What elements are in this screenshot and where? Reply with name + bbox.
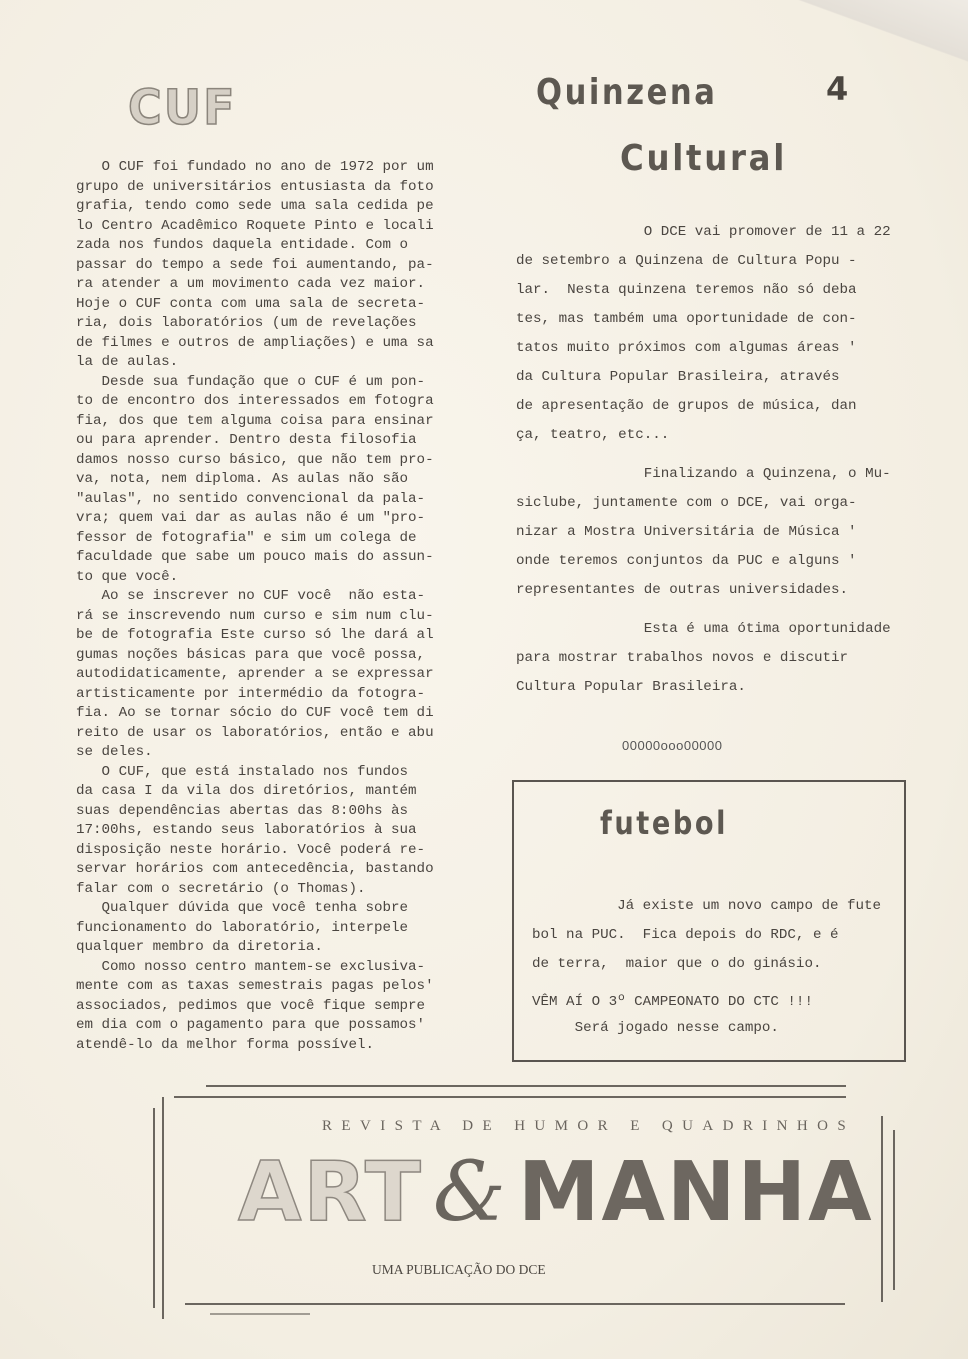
text-line: Hoje o CUF conta com uma sala de secreta- [76,295,426,312]
paragraph [516,218,916,450]
text-line: faculdade que sabe um pouco mais do assun- [76,549,434,565]
text-line: la de aulas. [76,354,179,370]
text-line: fessor de fotografia" e sim um colega de [76,529,417,546]
text-line: O CUF foi fundado no ano de 1972 por um [76,159,434,175]
text-line: grafia, tendo como sede uma sala cedida pe [76,198,434,214]
text-line: damos nosso curso básico, que não tem pro- [76,451,434,468]
text-line: representantes de outras universidades. [516,582,849,598]
text-line: passar do tempo a sede foi aumentando, pa- [76,256,434,273]
paragraph [516,460,916,605]
text-line: se deles. [76,744,153,760]
cultural-heading: Cultural [620,138,788,179]
text-line: tes, mas também uma oportunidade de con- [516,311,857,327]
advert-tagline: REVISTA DE HUMOR E QUADRINHOS [322,1118,856,1134]
cuf-article [76,158,488,1055]
divider [162,1097,164,1319]
text-line: Como nosso centro mantem-se exclusiva- [76,958,426,975]
text-line: O CUF, que está instalado nos fundos [76,763,409,780]
text-line: rá se inscrevendo num curso e sim num clu- [76,607,434,624]
text-line: gumas noções básicas para que você possa, [76,646,426,663]
text-line: de filmes e outros de ampliações) e uma sa [76,334,434,351]
quinzena-article [516,218,916,712]
text-line: O DCE vai promover de 11 a 22 [516,224,891,240]
text-line: 17:00hs, estando seus laboratórios à sua [76,822,417,838]
divider [210,1313,310,1315]
advert-title-art: ART [238,1145,423,1240]
text-line: ou para aprender. Dentro desta filosofia [76,432,417,448]
divider [206,1085,846,1087]
paragraph [76,587,488,763]
text-line: suas dependências abertas das 8:00hs às [76,802,409,819]
text-line: Cultura Popular Brasileira. [516,679,746,695]
text-line: fia. Ao se tornar sócio do CUF você tem di [76,705,434,721]
text-line: onde teremos conjuntos da PUC e alguns ' [516,553,857,569]
text-line: reito de usar os laboratórios, então e abu [76,724,434,741]
futebol-article [532,892,902,1041]
text-line: Qualquer dúvida que você tenha sobre [76,900,409,916]
text-line: lo Centro Acadêmico Roquete Pinto e locali [76,217,434,234]
text-line: Esta é uma ótima oportunidade [516,621,891,637]
section-separator: 00000ooo00000 [622,738,723,753]
text-line: qualquer membro da diretoria. [76,939,323,955]
text-line: atendê-lo da melhor forma possível. [76,1036,374,1053]
paragraph [76,158,488,373]
futebol-announcement-sub: Será jogado nesse campo. [532,1020,779,1036]
text-line: vra; quem vai dar as aulas não é um "pro- [76,510,426,526]
paragraph [76,958,488,1056]
futebol-heading: futebol [600,804,728,842]
advert-subtitle: UMA PUBLICAÇÃO DO DCE [372,1262,546,1277]
paragraph [76,763,488,900]
advert-title-manha: MANHA [517,1145,874,1240]
text-line: falar com o secretário (o Thomas). [76,880,366,897]
text-line: da Cultura Popular Brasileira, através [516,369,840,385]
folded-corner [778,0,968,66]
futebol-announcement: VÊM AÍ O 3º CAMPEONATO DO CTC !!! [532,994,813,1010]
divider [153,1108,155,1308]
text-line: nizar a Mostra Universitária de Música ' [516,524,857,540]
text-line: lar. Nesta quinzena teremos não só deba [516,282,857,298]
futebol-line: Já existe um novo campo de fute [532,898,882,914]
page-number: 4 [826,70,849,108]
text-line: Ao se inscrever no CUF você não esta- [76,588,426,604]
text-line: associados, pedimos que você fique sempre [76,997,426,1014]
text-line: to que você. [76,568,179,585]
text-line: fia, dos que tem alguma coisa para ensinar [76,412,434,429]
divider [174,1096,846,1098]
text-line: autodidaticamente, aprender a se expressar [76,666,434,682]
text-line: para mostrar trabalhos novos e discutir [516,650,849,666]
text-line: Desde sua fundação que o CUF é um pon- [76,373,426,390]
text-line: "aulas", no sentido convencional da pala- [76,490,426,507]
cuf-heading: CUF [128,78,237,136]
text-line: grupo de universitários entusiasta da foto [76,178,434,195]
text-line: ra atender a um movimento cada vez maior. [76,276,426,292]
text-line: mente com as taxas semestrais pagas pelos' [76,978,434,994]
quinzena-heading: Quinzena [536,72,718,113]
text-line: servar horários com antecedência, bastando [76,861,434,877]
divider [893,1130,895,1290]
text-line: tatos muito próximos com algumas áreas ' [516,340,857,356]
paragraph [76,899,488,958]
paragraph [76,373,488,588]
text-line: ça, teatro, etc... [516,427,670,443]
text-line: siclube, juntamente com o DCE, vai orga- [516,495,857,511]
advert-title-ampersand: & [432,1145,508,1240]
text-line: de apresentação de grupos de música, dan [516,398,857,414]
text-line: to de encontro dos interessados em fotogra [76,393,434,409]
text-line: da casa I da vila dos diretórios, mantém [76,783,417,799]
text-line: disposição neste horário. Você poderá re- [76,841,426,858]
divider [185,1303,845,1305]
advert-title [238,1145,874,1240]
futebol-line: bol na PUC. Fica depois do RDC, e é [532,927,839,943]
text-line: de setembro a Quinzena de Cultura Popu - [516,253,857,269]
text-line: artisticamente por intermédio da fotogra- [76,685,426,702]
divider [881,1116,883,1302]
futebol-line: de terra, maior que o do ginásio. [532,956,822,972]
text-line: funcionamento do laboratório, interpele [76,919,409,936]
text-line: em dia com o pagamento para que possamos' [76,1017,426,1033]
text-line: zada nos fundos daquela entidade. Com o [76,237,409,253]
text-line: Finalizando a Quinzena, o Mu- [516,466,891,482]
text-line: ria, dois laboratórios (um de revelações [76,315,417,331]
paragraph [516,615,916,702]
text-line: be de fotografia Este curso só lhe dará al [76,627,434,643]
text-line: va, nota, nem diploma. As aulas não são [76,471,409,487]
futebol-box [512,780,906,1062]
